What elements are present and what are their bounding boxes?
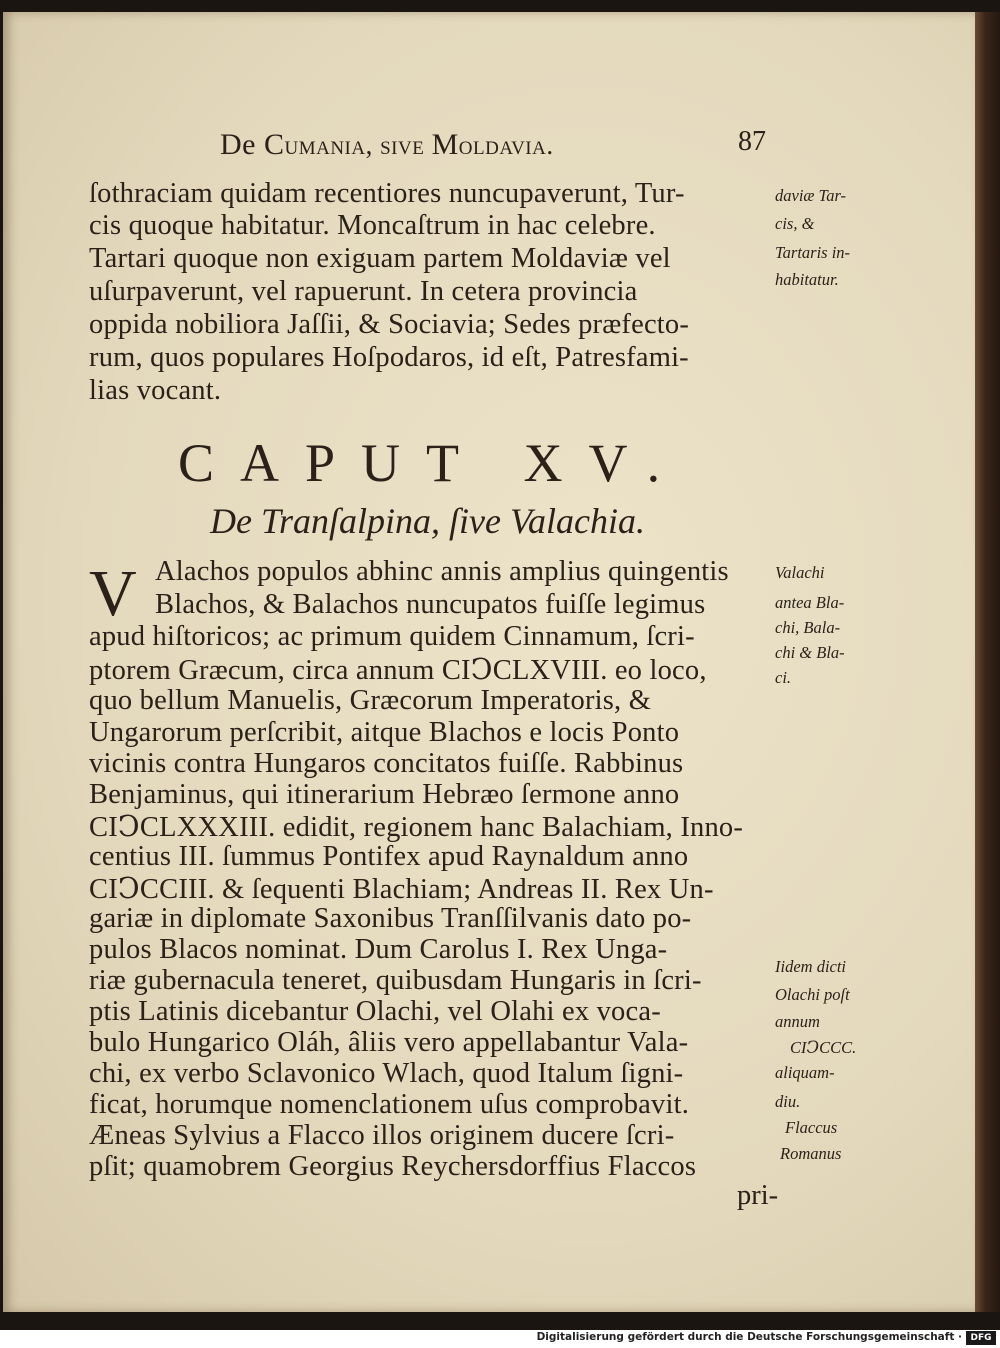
marginal-note: CIↃCCC. [790,1038,857,1057]
chapter-subtitle: De Tranſalpina, ſive Valachia. [210,501,645,541]
text-line: apud hiſtoricos; ac primum quidem Cinnamum, ſcri- [89,621,695,652]
text-line: pulos Blacos nominat. Dum Carolus I. Rex Unga- [89,934,668,965]
text-line: pſit; quamobrem Georgius Reychersdorffius Flaccos [89,1151,697,1182]
dfg-logo: DFG [966,1331,996,1345]
text-line: cis quoque habitatur. Moncaſtrum in hac celebre. [89,210,656,241]
marginal-note: Tartaris in- [775,243,851,262]
marginal-note: habitatur. [775,270,839,289]
chapter-title: CAPUT XV. [178,433,687,493]
text-line: ſothraciam quidam recentiores nuncupaverunt, Tur- [89,178,685,209]
text-line: gariæ in diplomate Saxonibus Tranſſilvanis dato po- [89,903,692,934]
text-line: quo bellum Manuelis, Græcorum Imperatoris, & [89,685,652,716]
marginal-note: Flaccus [785,1118,838,1137]
text-line: Alachos populos abhinc annis amplius quingentis [155,556,729,587]
text-line: ptorem Græcum, circa annum CIↃCLXVIII. eo loco, [89,655,707,686]
footer-credit: Digitalisierung gefördert durch die Deutsche Forschungsgemeinschaft · [536,1331,962,1343]
text-line: oppida nobiliora Jaſſii, & Sociavia; Sedes præfecto- [89,309,690,340]
text-line: Æneas Sylvius a Flacco illos originem ducere ſcri- [89,1120,675,1151]
page-number: 87 [738,126,766,157]
marginal-note: antea Bla- [775,593,845,612]
text-line: Ungarorum perſcribit, aitque Blachos e locis Ponto [89,717,680,748]
text-line: Benjaminus, qui itinerarium Hebræo ſermone anno [89,779,680,810]
marginal-note: annum [775,1012,820,1031]
catchword: pri- [737,1180,779,1211]
text-line: rum, quos populares Hoſpodaros, id eſt, Patresfami- [89,342,689,373]
text-line: Blachos, & Balachos nuncupatos fuiſſe legimus [155,589,706,620]
text-line: CIↃCLXXXIII. edidit, regionem hanc Balachiam, Inno- [89,812,744,843]
marginal-note: Olachi poſt [775,985,850,1004]
running-head: De Cumania, sive Moldavia. [220,128,554,161]
book-edge [975,12,1000,1312]
text-line: vicinis contra Hungaros concitatos fuiſſe. Rabbinus [89,748,684,779]
marginal-note: daviæ Tar- [775,186,847,205]
text-line: chi, ex verbo Sclavonico Wlach, quod Italum ſigni- [89,1058,684,1089]
marginal-note: aliquam- [775,1063,835,1082]
text-line: CIↃCCIII. & ſequenti Blachiam; Andreas II. Rex Un- [89,874,714,905]
text-line: ptis Latinis dicebantur Olachi, vel Olahi ex voca- [89,996,661,1027]
text-line: lias vocant. [89,375,222,406]
text-line: ficat, horumque nomenclationem uſus comprobavit. [89,1089,690,1120]
marginal-note: Valachi [775,563,825,582]
text-line: centius III. ſummus Pontifex apud Raynaldum anno [89,841,689,872]
marginal-note: ci. [775,668,792,687]
marginal-note: diu. [775,1092,801,1111]
marginal-note: chi, Bala- [775,618,841,637]
text-line: bulo Hungarico Oláh, âliis vero appellabantur Vala- [89,1027,689,1058]
text-line: uſurpaverunt, vel rapuerunt. In cetera provincia [89,276,638,307]
marginal-note: Iidem dicti [775,957,847,976]
marginal-note: Romanus [780,1144,842,1163]
text-line: Tartari quoque non exiguam partem Moldaviæ vel [89,243,671,274]
marginal-note: chi & Bla- [775,643,845,662]
drop-capital: V [89,557,137,630]
text-line: riæ gubernacula teneret, quibusdam Hungaris in ſcri- [89,965,702,996]
marginal-note: cis, & [775,214,815,233]
